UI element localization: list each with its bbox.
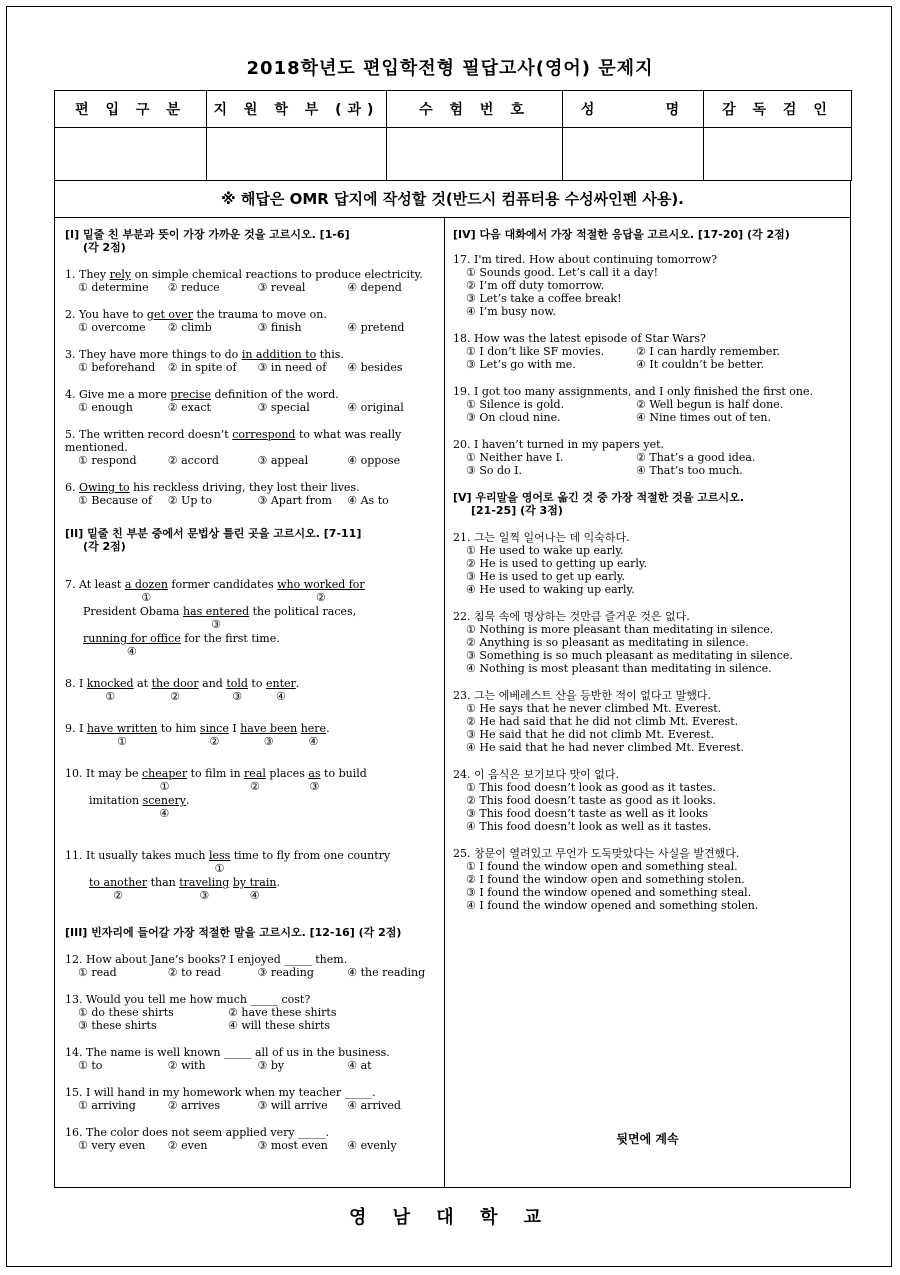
- question-21: 21. 그는 일찍 일어나는 데 익숙하다. ① He used to wake up early. ② He is used to getting up early. ③ He is used to get up early. ④ He used to waking up early.: [453, 531, 845, 596]
- option: ① to: [78, 1059, 103, 1072]
- option: ③ He said that he did not climb Mt. Everest.: [466, 728, 714, 741]
- cell-department[interactable]: [207, 128, 387, 181]
- option: ② That’s a good idea.: [636, 451, 756, 464]
- question-area: [54, 217, 851, 1188]
- option: ① do these shirts: [78, 1006, 174, 1019]
- option: ③ He is used to get up early.: [466, 570, 626, 583]
- option: ① very even: [78, 1139, 146, 1152]
- university-name: 영 남 대 학 교: [348, 1207, 551, 1228]
- section-5-title: [V] 우리말을 영어로 옮긴 것 중 가장 적절한 것을 고르시오. [21-25] (각 3점): [453, 491, 744, 517]
- question-14: 14. The name is well known _____ all of us in the business. ① to ② with ③ by ④ at: [65, 1046, 437, 1072]
- question-25: 25. 창문이 열려있고 무언가 도둑맞았다는 사실을 발견했다. ① I found the window open and something steal. ② I found the window open and something stolen. ③ I found the window opened and something steal. ④ I found the window opened and something stolen.: [453, 847, 845, 912]
- section-1-title: [I] 밑줄 친 부분과 뜻이 가장 가까운 것을 고르시오. [1-6] (각 2점): [65, 228, 350, 254]
- option: ④ As to: [347, 494, 389, 507]
- option: ① overcome: [78, 321, 146, 334]
- option: ④ besides: [347, 361, 403, 374]
- header-department: 지 원 학 부 (과): [207, 91, 387, 128]
- option: ③ On cloud nine.: [466, 411, 561, 424]
- option: ② in spite of: [167, 361, 237, 374]
- option: ③ So do I.: [466, 464, 523, 477]
- option: ② I’m off duty tomorrow.: [466, 279, 605, 292]
- option: ③ in need of: [257, 361, 327, 374]
- cell-name[interactable]: [563, 128, 704, 181]
- option: ② even: [167, 1139, 208, 1152]
- option: ④ That’s too much.: [636, 464, 743, 477]
- option: ④ I’m busy now.: [466, 305, 556, 318]
- option: ④ This food doesn’t look as well as it tastes.: [466, 820, 712, 833]
- option: ② climb: [167, 321, 212, 334]
- option: ④ Nothing is most pleasant than meditating in silence.: [466, 662, 772, 675]
- cell-exam-number[interactable]: [387, 128, 563, 181]
- question-11: 11. It usually takes much less ① time to fly from one country to another ② than traveling ③ by train ④ .: [65, 849, 391, 902]
- option: ① He says that he never climbed Mt. Everest.: [466, 702, 722, 715]
- question-6: 6. Owing to his reckless driving, they lost their lives. ① Because of ② Up to ③ Apart from ④ As to: [65, 481, 437, 507]
- option: ④ Nine times out of ten.: [636, 411, 771, 424]
- question-5: 5. The written record doesn’t correspond to what was really mentioned. ① respond ② accord ③ appeal ④ oppose: [65, 428, 437, 467]
- option: ③ Let’s take a coffee break!: [466, 292, 622, 305]
- question-3: 3. They have more things to do in addition to this. ① beforehand ② in spite of ③ in need of ④ besides: [65, 348, 437, 374]
- question-16: 16. The color does not seem applied very _____. ① very even ② even ③ most even ④ evenly: [65, 1126, 437, 1152]
- header-name: 성 명: [563, 91, 704, 128]
- option: ② have these shirts: [228, 1006, 337, 1019]
- question-13: 13. Would you tell me how much _____ cost? ① do these shirts ② have these shirts ③ these shirts ④ will these shirts: [65, 993, 437, 1032]
- option: ① arriving: [78, 1099, 136, 1112]
- question-1: 1. They rely on simple chemical reactions to produce electricity. ① determine ② reduce ③ reveal ④ depend: [65, 268, 437, 294]
- cell-supervisor-seal: [704, 128, 852, 181]
- option: ① Neither have I.: [466, 451, 564, 464]
- option: ④ will these shirts: [228, 1019, 331, 1032]
- right-column: [453, 218, 845, 912]
- option: ② He had said that he did not climb Mt. Everest.: [466, 715, 739, 728]
- question-15: 15. I will hand in my homework when my teacher _____. ① arriving ② arrives ③ will arrive ④ arrived: [65, 1086, 437, 1112]
- option: ④ I found the window opened and something stolen.: [466, 899, 759, 912]
- question-9: 9. I have written ① to him since ② I have been ③ here ④ .: [65, 722, 330, 748]
- option: ① Because of: [78, 494, 153, 507]
- option: ① read: [78, 966, 117, 979]
- option: ① respond: [78, 454, 137, 467]
- option: ④ at: [347, 1059, 372, 1072]
- option: ① Silence is gold.: [466, 398, 565, 411]
- section-4-title: [IV] 다음 대화에서 가장 적절한 응답을 고르시오. [17-20] (각 2점): [453, 228, 790, 241]
- option: ① beforehand: [78, 361, 156, 374]
- header-category: 편 입 구 분: [55, 91, 207, 128]
- option: ④ It couldn’t be better.: [636, 358, 765, 371]
- option: ③ special: [257, 401, 310, 414]
- option: ② to read: [167, 966, 222, 979]
- candidate-info-table: [54, 90, 852, 181]
- header-exam-number: 수 험 번 호: [387, 91, 563, 128]
- option: ④ He used to waking up early.: [466, 583, 635, 596]
- option: ② This food doesn’t taste as good as it looks.: [466, 794, 716, 807]
- option: ③ by: [257, 1059, 285, 1072]
- option: ③ these shirts: [78, 1019, 157, 1032]
- question-24: 24. 이 음식은 보기보다 맛이 없다. ① This food doesn’t look as good as it tastes. ② This food doesn’t taste as good as it looks. ③ This food doesn’t taste as well as it looks ④ This food doesn’t look as well as it tastes.: [453, 768, 845, 833]
- option: ② with: [167, 1059, 206, 1072]
- question-23: 23. 그는 에베레스트 산을 등반한 적이 없다고 말했다. ① He says that he never climbed Mt. Everest. ② He had said that he did not climb Mt. Everest. ③ He said that he did not climb Mt. Everest. ④ He said that he had never climbed Mt. Everest.: [453, 689, 845, 754]
- header-supervisor-seal: 감 독 검 인: [704, 91, 852, 128]
- option: ③ Something is so much pleasant as meditating in silence.: [466, 649, 793, 662]
- option: ③ reveal: [257, 281, 306, 294]
- option: ③ appeal: [257, 454, 309, 467]
- question-10: 10. It may be cheaper ① to film in real ② places as ③ to build imitation scenery ④ .: [65, 767, 367, 820]
- option: ④ the reading: [347, 966, 426, 979]
- question-8: 8. I knocked ① at the door ② and told ③ to enter ④ .: [65, 677, 300, 703]
- question-2: 2. You have to get over the trauma to move on. ① overcome ② climb ③ finish ④ pretend: [65, 308, 437, 334]
- question-20: 20. I haven’t turned in my papers yet. ① Neither have I. ② That’s a good idea. ③ So do I. ④ That’s too much.: [453, 438, 845, 477]
- column-divider: [444, 218, 445, 1187]
- option: ③ most even: [257, 1139, 328, 1152]
- option: ① enough: [78, 401, 133, 414]
- left-column: [65, 218, 437, 1152]
- section-3-title: [III] 빈자리에 들어갈 가장 적절한 말을 고르시오. [12-16] (각 2점): [65, 926, 402, 939]
- option: ④ pretend: [347, 321, 405, 334]
- option: ① He used to wake up early.: [466, 544, 624, 557]
- option: ① This food doesn’t look as good as it tastes.: [466, 781, 716, 794]
- cell-category[interactable]: [55, 128, 207, 181]
- option: ② Anything is so pleasant as meditating in silence.: [466, 636, 749, 649]
- question-18: 18. How was the latest episode of Star Wars? ① I don’t like SF movies. ② I can hardly remember. ③ Let’s go with me. ④ It couldn’t be better.: [453, 332, 845, 371]
- option: ④ depend: [347, 281, 402, 294]
- option: ① determine: [78, 281, 149, 294]
- option: ④ original: [347, 401, 404, 414]
- option: ② He is used to getting up early.: [466, 557, 648, 570]
- option: ② I can hardly remember.: [636, 345, 780, 358]
- omr-notice: ※ 해답은 OMR 답지에 작성할 것(반드시 컴퓨터용 수성싸인펜 사용).: [54, 180, 851, 218]
- option: ③ will arrive: [257, 1099, 328, 1112]
- option: ④ oppose: [347, 454, 401, 467]
- option: ② Up to: [167, 494, 212, 507]
- option: ② exact: [167, 401, 211, 414]
- question-12: 12. How about Jane’s books? I enjoyed _____ them. ① read ② to read ③ reading ④ the reading: [65, 953, 437, 979]
- option: ① I found the window open and something steal.: [466, 860, 738, 873]
- option: ③ reading: [257, 966, 314, 979]
- option: ② Well begun is half done.: [636, 398, 784, 411]
- option: ② reduce: [167, 281, 220, 294]
- option: ③ Let’s go with me.: [466, 358, 576, 371]
- question-19: 19. I got too many assignments, and I only finished the first one. ① Silence is gold. ② Well begun is half done. ③ On cloud nine. ④ Nine times out of ten.: [453, 385, 845, 424]
- question-22: 22. 침묵 속에 명상하는 것만큼 즐거운 것은 없다. ① Nothing is more pleasant than meditating in silence. ② Anything is so pleasant as meditating in silence. ③ Something is so much pleasant as meditating in silence. ④ Nothing is most pleasant than meditating in silence.: [453, 610, 845, 675]
- option: ① Sounds good. Let’s call it a day!: [466, 266, 659, 279]
- continued-on-back: 뒷면에 계속: [616, 1132, 679, 1146]
- option: ② accord: [167, 454, 219, 467]
- exam-title: 2018학년도 편입학전형 필답고사(영어) 문제지: [246, 58, 654, 79]
- option: ③ finish: [257, 321, 302, 334]
- question-4: 4. Give me a more precise definition of the word. ① enough ② exact ③ special ④ original: [65, 388, 437, 414]
- option: ④ evenly: [347, 1139, 397, 1152]
- option: ③ I found the window opened and something steal.: [466, 886, 752, 899]
- question-7: 7. At least a dozen ① former candidates who worked for ② President Obama has entered ③ the political races, running for office ④ for the first time.: [65, 578, 365, 658]
- question-17: 17. I'm tired. How about continuing tomorrow? ① Sounds good. Let’s call it a day! ② I’m off duty tomorrow. ③ Let’s take a coffee break! ④ I’m busy now.: [453, 253, 845, 318]
- option: ② arrives: [167, 1099, 221, 1112]
- option: ② I found the window open and something stolen.: [466, 873, 745, 886]
- option: ④ arrived: [347, 1099, 401, 1112]
- option: ③ Apart from: [257, 494, 332, 507]
- option: ③ This food doesn’t taste as well as it looks: [466, 807, 709, 820]
- option: ① I don’t like SF movies.: [466, 345, 605, 358]
- section-2-title: [II] 밑줄 친 부분 중에서 문법상 틀린 곳을 고르시오. [7-11] (각 2점): [65, 527, 362, 553]
- option: ④ He said that he had never climbed Mt. Everest.: [466, 741, 745, 754]
- option: ① Nothing is more pleasant than meditating in silence.: [466, 623, 774, 636]
